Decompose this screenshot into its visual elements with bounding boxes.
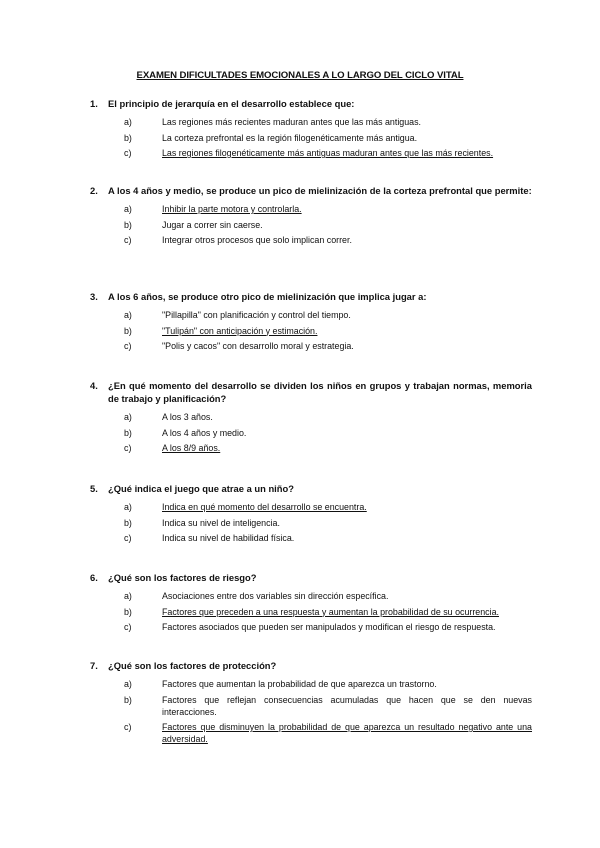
- option-a: [90, 116, 532, 128]
- option-a: [90, 501, 532, 513]
- option-letter: b): [124, 694, 132, 705]
- option-letter: c): [124, 533, 132, 543]
- option-text: Indica su nivel de habilidad física.: [162, 533, 295, 543]
- option-c: [90, 621, 532, 633]
- option-text: Asociaciones entre dos variables sin dirección específica.: [162, 591, 389, 601]
- option-b: [90, 325, 532, 337]
- question-number: 1.: [90, 98, 98, 109]
- option-letter: c): [124, 622, 132, 632]
- question-number: 6.: [90, 572, 98, 583]
- option-c: [90, 147, 532, 159]
- option-letter: c): [124, 443, 132, 453]
- question-number: 2.: [90, 185, 98, 196]
- exam-title: EXAMEN DIFICULTADES EMOCIONALES A LO LARGO DEL CICLO VITAL: [136, 70, 464, 81]
- question-6: [90, 571, 532, 637]
- correct-option-text: Las regiones filogenéticamente más antiguas maduran antes que las más recientes.: [162, 148, 494, 158]
- question-number: 5.: [90, 483, 98, 494]
- option-letter: b): [124, 219, 132, 230]
- option-text: A los 4 años y medio.: [162, 427, 247, 438]
- option-a: [90, 678, 532, 690]
- question-text: El principio de jerarquía en el desarrollo establece que:: [108, 98, 355, 109]
- option-text: "Polis y cacos" con desarrollo moral y estrategia.: [162, 341, 354, 351]
- option-c: [90, 234, 532, 246]
- question-5: [90, 482, 532, 548]
- option-c: [90, 442, 532, 454]
- question-text: A los 4 años y medio, se produce un pico de mielinización de la corteza prefrontal que permite:: [108, 185, 532, 196]
- option-c: [90, 721, 532, 745]
- option-text: Indica su nivel de inteligencia.: [162, 517, 280, 528]
- option-letter: a): [124, 502, 132, 512]
- option-a: [90, 309, 532, 321]
- option-b: [90, 427, 532, 439]
- correct-option-text: Factores que preceden a una respuesta y aumentan la probabilidad de su ocurrencia.: [162, 606, 499, 617]
- option-letter: c): [124, 341, 132, 351]
- option-text: "Pillapilla" con planificación y control del tiempo.: [162, 310, 351, 320]
- correct-option-text: Indica en qué momento del desarrollo se encuentra.: [162, 502, 367, 512]
- option-letter: b): [124, 606, 132, 617]
- option-b: [90, 517, 532, 529]
- option-a: [90, 590, 532, 602]
- question-1: [90, 97, 532, 163]
- correct-option-text: Inhibir la parte motora y controlarla.: [162, 204, 302, 214]
- correct-option-text: "Tulipán" con anticipación y estimación.: [162, 325, 318, 336]
- option-b: [90, 219, 532, 231]
- option-b: [90, 694, 532, 718]
- option-text: La corteza prefrontal es la región filogenéticamente más antigua.: [162, 132, 418, 143]
- question-number: 3.: [90, 291, 98, 302]
- correct-option-text: A los 8/9 años.: [162, 443, 221, 453]
- option-letter: a): [124, 679, 132, 689]
- option-letter: a): [124, 591, 132, 601]
- question-text: ¿Qué son los factores de protección?: [108, 660, 277, 671]
- option-text: Factores que aumentan la probabilidad de que aparezca un trastorno.: [162, 679, 437, 689]
- question-2: [90, 184, 532, 250]
- option-text: Jugar a correr sin caerse.: [162, 219, 263, 230]
- option-letter: a): [124, 117, 132, 127]
- option-text: Factores que reflejan consecuencias acumuladas que hacen que se den nuevas interacciones.: [162, 694, 532, 717]
- option-letter: b): [124, 517, 132, 528]
- question-number: 4.: [90, 380, 98, 391]
- correct-option-text: Factores que disminuyen la probabilidad de que aparezca un resultado negativo ante una adversidad.: [162, 722, 532, 744]
- option-text: Las regiones más recientes maduran antes que las más antiguas.: [162, 117, 422, 127]
- question-text: ¿En qué momento del desarrollo se dividen los niños en grupos y trabajan normas, memoria de trabajo y planificación?: [108, 380, 532, 404]
- option-text: Integrar otros procesos que solo implican correr.: [162, 235, 352, 245]
- option-letter: b): [124, 427, 132, 438]
- option-letter: b): [124, 132, 132, 143]
- option-a: [90, 411, 532, 423]
- question-text: ¿Qué son los factores de riesgo?: [108, 572, 257, 583]
- option-a: [90, 203, 532, 215]
- question-4: [90, 379, 532, 458]
- option-letter: a): [124, 204, 132, 214]
- question-7: [90, 659, 532, 749]
- option-letter: a): [124, 310, 132, 320]
- option-b: [90, 606, 532, 618]
- option-letter: c): [124, 722, 132, 732]
- option-letter: a): [124, 412, 132, 422]
- question-text: A los 6 años, se produce otro pico de mielinización que implica jugar a:: [108, 291, 427, 302]
- option-c: [90, 340, 532, 352]
- option-b: [90, 132, 532, 144]
- option-text: A los 3 años.: [162, 412, 213, 422]
- question-number: 7.: [90, 660, 98, 671]
- option-letter: c): [124, 235, 132, 245]
- option-text: Factores asociados que pueden ser manipulados y modifican el riesgo de respuesta.: [162, 622, 496, 632]
- question-3: [90, 290, 532, 356]
- option-letter: b): [124, 325, 132, 336]
- question-text: ¿Qué indica el juego que atrae a un niño?: [108, 483, 294, 494]
- option-letter: c): [124, 148, 132, 158]
- option-c: [90, 532, 532, 544]
